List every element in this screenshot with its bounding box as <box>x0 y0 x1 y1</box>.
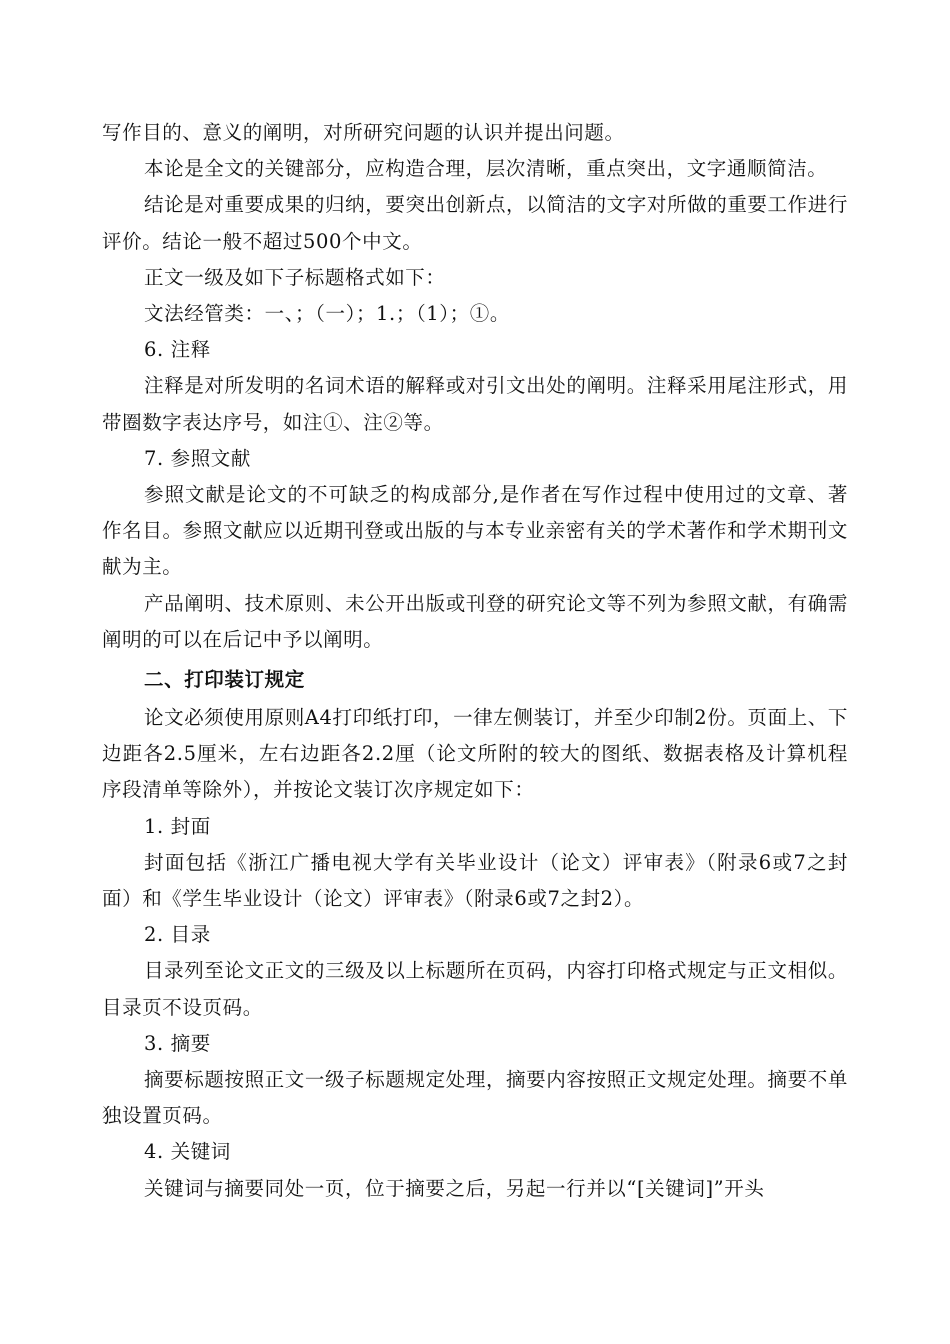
section-title-keywords: 4. 关键词 <box>144 1140 231 1164</box>
section-title-references: 7. 参照文献 <box>144 446 252 470</box>
paragraph-main-body: 本论是全文的关键部分，应构造合理，层次清晰，重点突出，文字通顺简洁。 <box>144 157 828 181</box>
paragraph-references-exclusions: 产品阐明、技术原则、未公开出版或刊登的研究论文等不列为参照文献，有确需阐明的可以在后记中予以阐明。 <box>102 591 848 651</box>
section-title-toc: 2. 目录 <box>144 923 211 947</box>
paragraph-cover: 封面包括《浙江广播电视大学有关毕业设计（论文）评审表》（附录6或7之封面）和《学生毕业设计（论文）评审表》（附录6或7之封2）。 <box>102 850 848 911</box>
paragraph-heading-levels: 文法经管类：一、；（一）；1.；（1）；①。 <box>144 302 510 326</box>
paragraph-notes: 注释是对所发明的名词术语的解释或对引文出处的阐明。注释采用尾注形式，用带圈数字表达序号，如注①、注②等。 <box>102 374 848 434</box>
document-body <box>102 115 848 1207</box>
paragraph-toc: 目录列至论文正文的三级及以上标题所在页码，内容打印格式规定与正文相似。目录页不设页码。 <box>102 959 848 1019</box>
paragraph-subheading-format: 正文一级及如下子标题格式如下： <box>144 265 446 289</box>
paragraph-keywords: 关键词与摘要同处一页，位于摘要之后，另起一行并以“[关键词]”开头 <box>144 1176 765 1200</box>
section-title-abstract: 3. 摘要 <box>144 1031 211 1055</box>
section-title-cover: 1. 封面 <box>144 814 211 838</box>
section-heading-printing: 二、打印装订规定 <box>144 668 305 692</box>
paragraph-abstract: 摘要标题按照正文一级子标题规定处理，摘要内容按照正文规定处理。摘要不单独设置页码。 <box>102 1068 848 1128</box>
section-title-notes: 6. 注释 <box>144 338 211 362</box>
paragraph-conclusion: 结论是对重要成果的归纳，要突出创新点，以简洁的文字对所做的重要工作进行评价。结论一般不超过500个中文。 <box>102 193 848 253</box>
paragraph-continuation: 写作目的、意义的阐明，对所研究问题的认识并提出问题。 <box>102 121 625 144</box>
paragraph-printing-rules: 论文必须使用原则A4打印纸打印，一律左侧装订，并至少印制2份。页面上、下边距各2.5厘米，左右边距各2.2厘（论文所附的较大的图纸、数据表格及计算机程序段清单等除外），并按论文装订次序规定如下： <box>102 706 848 802</box>
paragraph-references: 参照文献是论文的不可缺乏的构成部分,是作者在写作过程中使用过的文章、著作名目。参照文献应以近期刊登或出版的与本专业亲密有关的学术著作和学术期刊文献为主。 <box>102 483 848 579</box>
